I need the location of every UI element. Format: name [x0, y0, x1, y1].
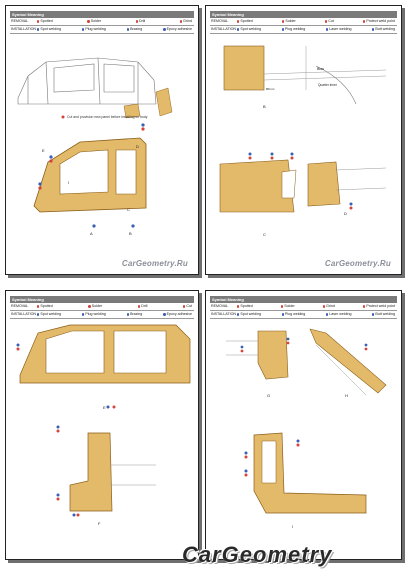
red-dot-icon — [325, 20, 327, 22]
legend-item: Plug welding — [284, 27, 306, 31]
callout-c: C — [127, 207, 130, 212]
removal-label: REMOVAL — [11, 304, 29, 308]
legend-item: Grind — [183, 19, 192, 23]
removal-label: REMOVAL — [211, 304, 229, 308]
cut-note: Cut and provision new panel before installing on body — [67, 115, 148, 119]
red-dot-icon — [37, 305, 39, 307]
callout-c: C — [263, 232, 266, 237]
installation-label: INSTALLATION — [11, 27, 37, 31]
manual-page-1 — [5, 5, 199, 275]
legend-item: Spot welding — [40, 27, 61, 31]
red-dot-icon — [323, 305, 325, 307]
quarter-detail-drawing — [206, 30, 401, 274]
legend-item: Solder — [91, 304, 103, 308]
red-dot-icon — [136, 20, 138, 22]
callout-e: E — [42, 148, 45, 153]
legend-item: Solder — [285, 19, 296, 23]
legend-title: Symbol Meaning — [210, 11, 397, 18]
red-dot-icon — [363, 305, 365, 307]
legend-item: Solder — [90, 19, 102, 23]
legend-item: Laser welding — [329, 312, 352, 316]
installation-label: INSTALLATION — [211, 312, 237, 316]
legend-item: Butt welding — [375, 312, 395, 316]
legend-item: Plug welding — [85, 27, 106, 31]
manual-page-2 — [205, 5, 402, 275]
installation-label: INSTALLATION — [211, 27, 237, 31]
legend-title: Symbol Meaning — [10, 11, 194, 18]
red-dot-icon — [183, 305, 185, 307]
legend-item: Spotted — [40, 19, 53, 23]
roof-pillar-drawing — [206, 315, 401, 559]
detail-diagrams — [206, 30, 401, 274]
removal-row — [210, 18, 397, 26]
legend-item: Plug welding — [284, 312, 306, 316]
legend-item: Spot welding — [40, 312, 61, 316]
callout-i: I — [68, 180, 70, 185]
installation-label: INSTALLATION — [11, 312, 37, 316]
legend-item: Laser welding — [329, 27, 352, 31]
removal-row — [210, 303, 397, 311]
red-dot-icon — [138, 305, 140, 307]
red-dot-icon — [363, 20, 365, 22]
callout-b: B — [129, 231, 132, 236]
side-panel-diagram — [6, 30, 198, 274]
watermark-small: CarGeometry.Ru — [324, 259, 391, 268]
legend-item: Protect weld point — [366, 19, 395, 23]
legend-title: Symbol Meaning — [10, 296, 194, 303]
legend-item: Spotted — [240, 19, 253, 23]
legend-item: Cut — [328, 19, 334, 23]
legend-item: Butt welding — [375, 27, 395, 31]
quarter-inner-label: Quarter inner — [318, 83, 337, 87]
legend-item: Spot welding — [240, 27, 261, 31]
legend-item: Epoxy adhesive — [166, 312, 192, 316]
legend-item: Brazing — [130, 312, 143, 316]
callout-g: G — [267, 393, 271, 398]
roof-pillar-diagrams — [206, 315, 401, 559]
removal-row — [10, 303, 194, 311]
bias-label: Bias — [317, 67, 324, 71]
removal-label: REMOVAL — [11, 19, 29, 23]
legend-item: Drill — [139, 19, 146, 23]
manual-page-4 — [205, 290, 402, 560]
callout-h: H — [345, 393, 348, 398]
legend-item: Brazing — [130, 27, 143, 31]
callout-e: E — [103, 405, 106, 410]
callout-i: I — [292, 524, 294, 529]
legend-item: Spotted — [240, 304, 253, 308]
red-dot-icon — [237, 305, 239, 307]
legend-item: Drill — [141, 304, 148, 308]
legend-item: Epoxy adhesive — [166, 27, 192, 31]
red-dot-icon — [237, 20, 239, 22]
removal-row — [10, 18, 194, 26]
side-pillar-drawing — [6, 315, 198, 559]
callout-f: F — [98, 521, 101, 526]
manual-page-3 — [5, 290, 199, 560]
red-dot-icon — [88, 305, 90, 307]
red-dot-icon — [282, 20, 284, 22]
legend-item: Cut — [186, 304, 192, 308]
legend-item: Protect weld point — [366, 304, 395, 308]
watermark-large: CarGeometry — [182, 542, 333, 567]
legend-title: Symbol Meaning — [210, 296, 397, 303]
legend-item: Plug welding — [85, 312, 106, 316]
red-dot-icon — [87, 20, 89, 22]
legend-item: Solder — [284, 304, 295, 308]
legend-item: Spotted — [40, 304, 53, 308]
callout-d: D — [136, 144, 139, 149]
dimension-label: 80mm — [266, 87, 275, 91]
red-dot-icon — [281, 305, 283, 307]
callout-b: B — [263, 104, 266, 109]
red-dot-icon — [180, 20, 182, 22]
legend-item: Grind — [326, 304, 335, 308]
red-dot-icon — [37, 20, 39, 22]
callout-d: D — [344, 211, 347, 216]
removal-label: REMOVAL — [211, 19, 229, 23]
pillar-diagrams — [6, 315, 198, 559]
body-side-drawing — [6, 30, 198, 274]
legend-item: Spot welding — [240, 312, 261, 316]
watermark-small: CarGeometry.Ru — [121, 259, 188, 268]
callout-a: A — [90, 231, 93, 236]
